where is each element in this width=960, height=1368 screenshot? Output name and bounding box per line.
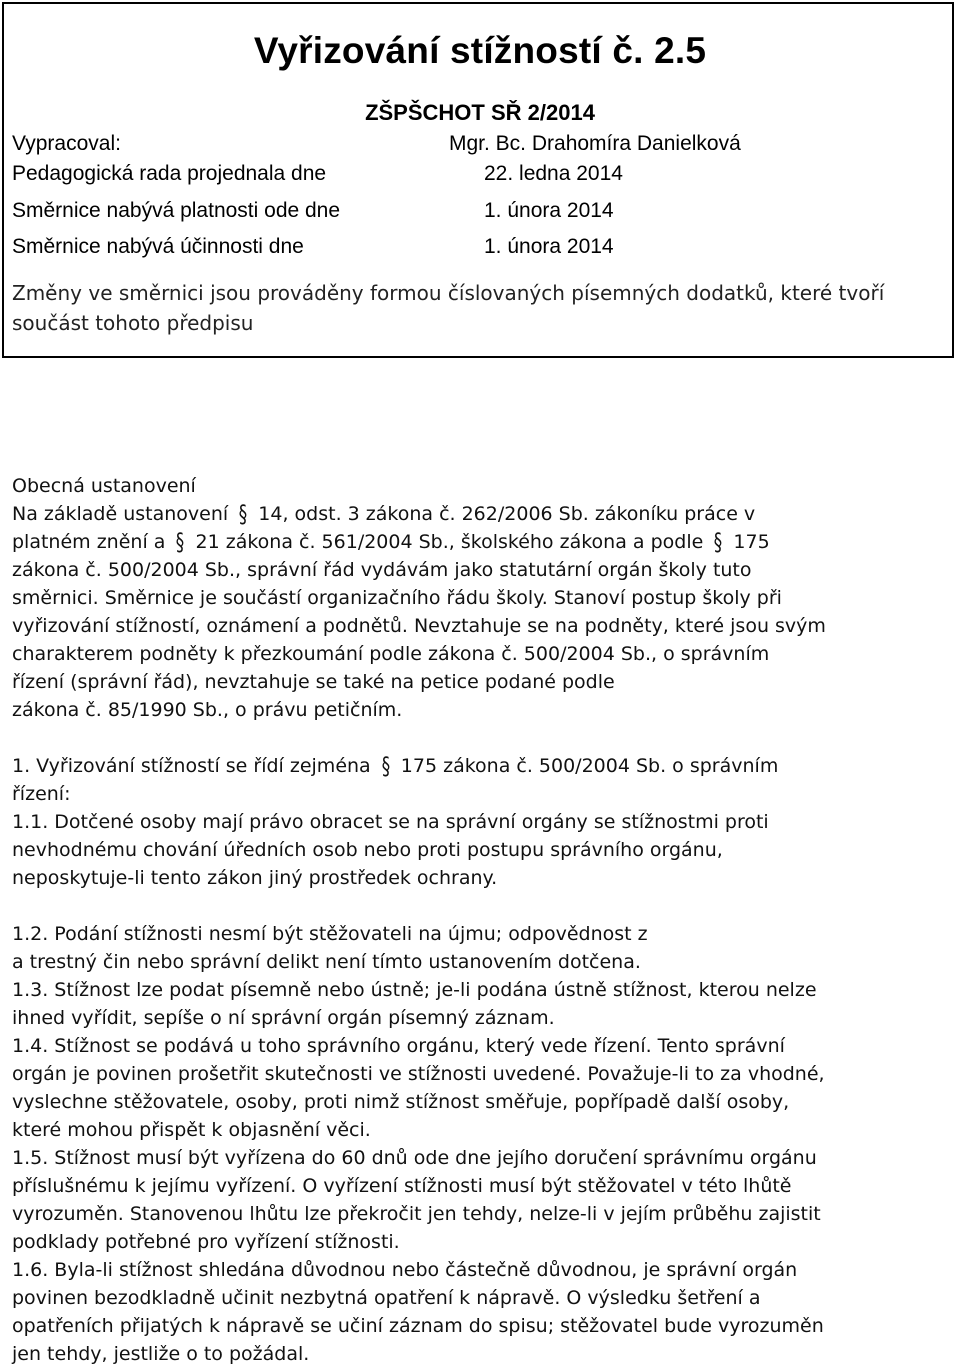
paragraph-1-2-onward [12, 920, 952, 1368]
effect-label: Směrnice nabývá účinnosti dne [12, 235, 304, 258]
paragraph-1 [12, 752, 952, 892]
text-span: Na základě ustanovení [12, 503, 229, 525]
p13-line-1: 1.3. Stížnost lze podat písemně nebo ústně; je-li podána ústně stížnost, kterou nelze [12, 979, 817, 1001]
text-span: 21 zákona č. 561/2004 Sb., školského zákona a podle [195, 531, 704, 553]
text-span: 175 [733, 531, 770, 553]
p11-line-2: nevhodnému chování úředních osob nebo proti postupu správního orgánu, [12, 839, 723, 861]
effect-value: 1. února 2014 [484, 235, 614, 258]
p13-line-2: ihned vyřídit, sepíše o ní správní orgán písemný záznam. [12, 1007, 555, 1029]
p14-line-3: vyslechne stěžovatele, osoby, proti nimž stížnost směřuje, popřípadě další osoby, [12, 1091, 790, 1113]
general-provisions [12, 472, 952, 724]
document-title: Vyřizování stížností č. 2.5 [253, 30, 707, 71]
validity-label: Směrnice nabývá platnosti ode dne [12, 199, 341, 222]
general-line-7: řízení (správní řád), nevztahuje se také na petice podané podle [12, 671, 615, 693]
section-sign-icon: § [176, 528, 185, 556]
p15-line-2: příslušnému k jejímu vyřízení. O vyřízení stížnosti musí být stěžovatel v této lhůtě [12, 1175, 792, 1197]
p12-line-2: a trestný čin nebo správní delikt není tímto ustanovením dotčena. [12, 951, 641, 973]
council-label: Pedagogická rada projednala dne [12, 162, 327, 185]
p15-line-3: vyrozuměn. Stanovenou lhůtu lze překročit jen tehdy, nelze-li v jejím průběhu zajistit [12, 1203, 821, 1225]
text-span: 175 zákona č. 500/2004 Sb. o správním [400, 755, 779, 777]
p11-line-3: neposkytuje-li tento zákon jiný prostředek ochrany. [12, 867, 498, 889]
p14-line-1: 1.4. Stížnost se podává u toho správního orgánu, který vede řízení. Tento správní [12, 1035, 785, 1057]
text-span: 14, odst. 3 zákona č. 262/2006 Sb. zákoníku práce v [258, 503, 756, 525]
validity-value: 1. února 2014 [484, 199, 614, 222]
general-line-6: charakterem podněty k přezkoumání podle zákona č. 500/2004 Sb., o správním [12, 643, 770, 665]
general-line-2 [12, 528, 952, 556]
prepared-label: Vypracoval: [12, 132, 121, 155]
general-line-3: zákona č. 500/2004 Sb., správní řád vydávám jako statutární orgán školy tuto [12, 559, 752, 581]
p14-line-4: které mohou přispět k objasnění věci. [12, 1119, 371, 1141]
general-heading: Obecná ustanovení [12, 475, 196, 497]
text-span: 1. Vyřizování stížností se řídí zejména [12, 755, 371, 777]
p1-line-2: řízení: [12, 783, 71, 805]
p16-line-3: opatřeních přijatých k nápravě se učiní záznam do spisu; stěžovatel bude vyrozuměn [12, 1315, 824, 1337]
p16-line-4: jen tehdy, jestliže o to požádal. [12, 1343, 310, 1365]
p15-line-1: 1.5. Stížnost musí být vyřízena do 60 dnů ode dne jejího doručení správnímu orgánu [12, 1147, 817, 1169]
general-line-4: směrnici. Směrnice je součástí organizačního řádu školy. Stanoví postup školy při [12, 587, 782, 609]
p14-line-2: orgán je povinen prošetřit skutečnosti ve stížnosti uvedené. Považuje-li to za vhodné, [12, 1063, 825, 1085]
section-sign-icon: § [381, 752, 390, 780]
council-value: 22. ledna 2014 [484, 162, 623, 185]
p12-line-1: 1.2. Podání stížnosti nesmí být stěžovateli na újmu; odpovědnost z [12, 923, 648, 945]
p11-line-1: 1.1. Dotčené osoby mají právo obracet se na správní orgány se stížnostmi proti [12, 811, 769, 833]
general-line-5: vyřizování stížností, oznámení a podnětů. Nevztahuje se na podněty, které jsou svým [12, 615, 826, 637]
general-line-8: zákona č. 85/1990 Sb., o právu petičním. [12, 699, 403, 721]
changes-note: Změny ve směrnici jsou prováděny formou číslovaných písemných dodatků, které tvoří součást tohoto předpisu [12, 281, 885, 335]
p16-line-2: povinen bezodkladně učinit nezbytná opatření k nápravě. O výsledku šetření a [12, 1287, 761, 1309]
prepared-value: Mgr. Bc. Drahomíra Danielková [449, 132, 741, 155]
section-sign-icon: § [714, 528, 723, 556]
general-line-1 [12, 500, 952, 528]
p16-line-1: 1.6. Byla-li stížnost shledána důvodnou nebo částečně důvodnou, je správní orgán [12, 1259, 798, 1281]
document-code: ZŠPŠCHOT SŘ 2/2014 [365, 100, 595, 125]
section-sign-icon: § [239, 500, 248, 528]
p1-line-1 [12, 752, 952, 780]
p15-line-4: podklady potřebné pro vyřízení stížnosti. [12, 1231, 400, 1253]
text-span: platném znění a [12, 531, 166, 553]
